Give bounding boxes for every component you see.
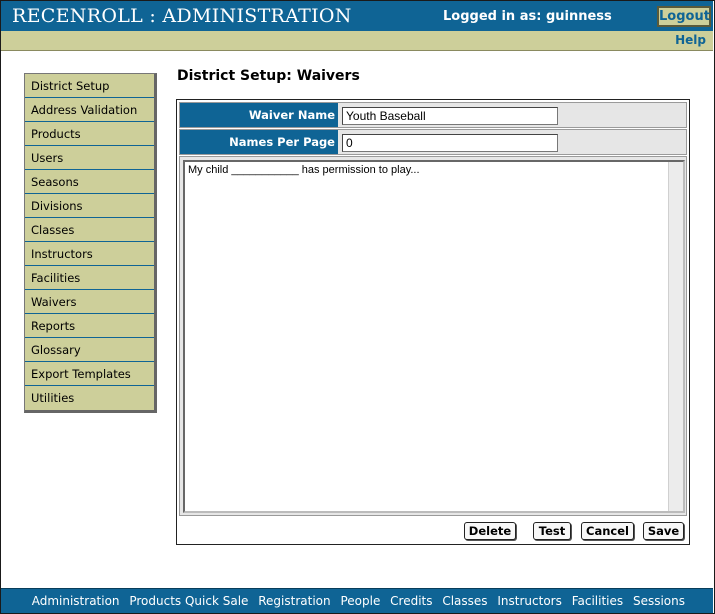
footer-link-administration[interactable]: Administration (31, 594, 120, 608)
help-link[interactable]: Help (675, 33, 706, 47)
sidebar-item-reports[interactable]: Reports (25, 314, 154, 338)
header-bar (1, 1, 713, 31)
footer-link-instructors[interactable]: Instructors (497, 594, 562, 608)
footer-link-credits[interactable]: Credits (390, 594, 433, 608)
waiver-name-row (179, 102, 687, 128)
footer-link-classes[interactable]: Classes (442, 594, 488, 608)
waiver-name-label: Waiver Name (180, 103, 338, 127)
page-title: District Setup: Waivers (177, 68, 360, 84)
sidebar-item-waivers[interactable]: Waivers (25, 290, 154, 314)
footer-nav (26, 594, 685, 608)
sub-header-bar (1, 31, 713, 51)
sidebar-item-address-validation[interactable]: Address Validation (25, 98, 154, 122)
names-per-page-input[interactable]: 0 (342, 134, 558, 152)
footer-link-registration[interactable]: Registration (258, 594, 331, 608)
waiver-form-panel (176, 99, 690, 545)
sidebar-item-district-setup[interactable]: District Setup (25, 74, 154, 98)
sidebar-item-export-templates[interactable]: Export Templates (25, 362, 154, 386)
sidebar-item-facilities[interactable]: Facilities (25, 266, 154, 290)
logout-button[interactable]: Logout (657, 6, 711, 27)
sidebar-item-classes[interactable]: Classes (25, 218, 154, 242)
app-title: RECENROLL : ADMINISTRATION (12, 5, 352, 27)
sidebar-item-instructors[interactable]: Instructors (25, 242, 154, 266)
waiver-name-input[interactable]: Youth Baseball (342, 107, 558, 125)
logged-in-user: Logged in as: guinness (443, 9, 612, 24)
names-per-page-row (179, 129, 687, 155)
waiver-text-container (179, 156, 687, 516)
sidebar-item-glossary[interactable]: Glossary (25, 338, 154, 362)
sidebar-item-divisions[interactable]: Divisions (25, 194, 154, 218)
test-button[interactable]: Test (533, 522, 571, 540)
names-per-page-label: Names Per Page (180, 130, 338, 154)
waiver-textarea-content: My child ___________ has permission to play... (188, 164, 420, 176)
save-button[interactable]: Save (643, 522, 684, 540)
sidebar-item-utilities[interactable]: Utilities (31, 391, 75, 405)
delete-button[interactable]: Delete (464, 522, 516, 540)
cancel-button[interactable]: Cancel (581, 522, 634, 540)
sidebar (24, 73, 157, 413)
footer-link-products-quick-sale[interactable]: Products Quick Sale (129, 594, 249, 608)
waiver-textarea[interactable] (183, 160, 685, 513)
textarea-scrollbar[interactable] (668, 162, 683, 511)
footer-link-facilities[interactable]: Facilities (571, 594, 624, 608)
footer-link-sessions[interactable]: Sessions (632, 594, 685, 608)
sidebar-item-users[interactable]: Users (25, 146, 154, 170)
sidebar-item-products[interactable]: Products (25, 122, 154, 146)
sidebar-item-seasons[interactable]: Seasons (25, 170, 154, 194)
footer-link-people[interactable]: People (340, 594, 381, 608)
footer-bar (1, 588, 713, 613)
